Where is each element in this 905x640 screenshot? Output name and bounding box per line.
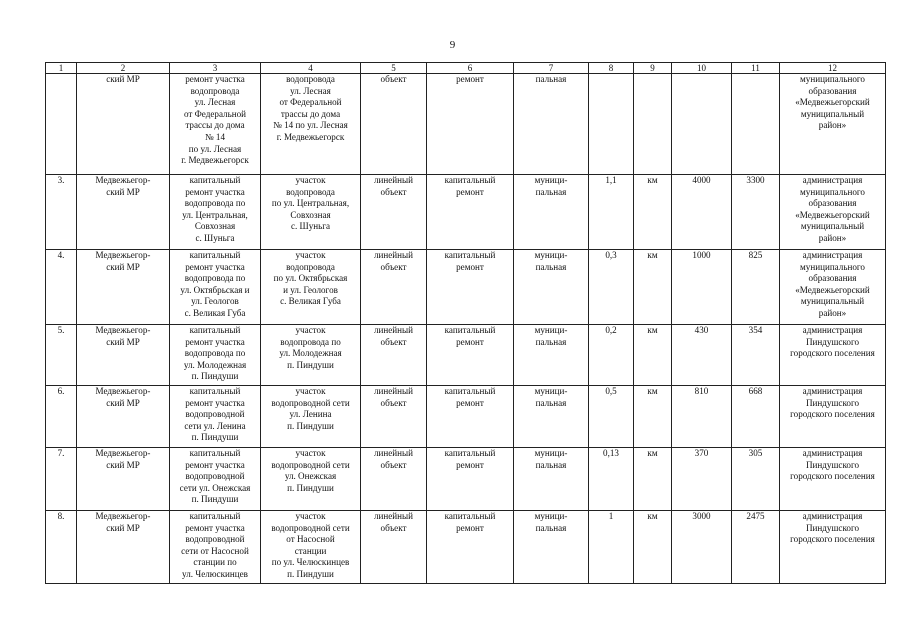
unit-cell: км — [634, 175, 672, 250]
unit-cell: км — [634, 448, 672, 511]
district-cell: Медвежьегор- ский МР — [77, 325, 170, 386]
table-row — [46, 74, 886, 175]
ownership-cell: муници- пальная — [514, 325, 589, 386]
funding-cell: 354 — [732, 325, 780, 386]
work-description-cell: капитальный ремонт участка водопроводной сети ул. Ленина п. Пиндуши — [170, 386, 261, 448]
cost-cell: 810 — [672, 386, 732, 448]
work-type-cell: капитальный ремонт — [427, 448, 514, 511]
district-cell: Медвежьегор- ский МР — [77, 511, 170, 584]
work-description-cell: ремонт участка водопровода ул. Лесная от Федеральной трассы до дома № 14 по ул. Лесная г. Медвежьегорск — [170, 74, 261, 175]
work-type-cell: капитальный ремонт — [427, 386, 514, 448]
funding-cell: 825 — [732, 250, 780, 325]
unit-cell: км — [634, 511, 672, 584]
object-type-cell: линейный объект — [361, 250, 427, 325]
cost-cell: 1000 — [672, 250, 732, 325]
object-cell: участок водопроводной сети от Насосной станции по ул. Челюскинцев п. Пиндуши — [261, 511, 361, 584]
object-cell: участок водопроводной сети ул. Онежская п. Пиндуши — [261, 448, 361, 511]
row-number-cell — [46, 74, 77, 175]
table-row — [46, 511, 886, 584]
responsible-cell: администрация Пиндушского городского поселения — [780, 448, 886, 511]
district-cell: Медвежьегор- ский МР — [77, 448, 170, 511]
ownership-cell: муници- пальная — [514, 386, 589, 448]
funding-cell: 3300 — [732, 175, 780, 250]
district-cell: Медвежьегор- ский МР — [77, 175, 170, 250]
work-description-cell: капитальный ремонт участка водопровода по ул. Октябрьская и ул. Геологов с. Великая Губа — [170, 250, 261, 325]
table-header-row — [46, 63, 886, 74]
length-cell: 1 — [589, 511, 634, 584]
object-cell: участок водопровода по ул. Молодежная п. Пиндуши — [261, 325, 361, 386]
object-type-cell: линейный объект — [361, 386, 427, 448]
length-cell: 0,13 — [589, 448, 634, 511]
work-description-cell: капитальный ремонт участка водопроводной сети от Насосной станции по ул. Челюскинцев — [170, 511, 261, 584]
header-cell: 2 — [77, 63, 170, 74]
work-type-cell: капитальный ремонт — [427, 511, 514, 584]
work-type-cell: ремонт — [427, 74, 514, 175]
row-number-cell: 7. — [46, 448, 77, 511]
object-type-cell: линейный объект — [361, 448, 427, 511]
work-type-cell: капитальный ремонт — [427, 250, 514, 325]
cost-cell: 3000 — [672, 511, 732, 584]
unit-cell — [634, 74, 672, 175]
ownership-cell: муници- пальная — [514, 448, 589, 511]
work-description-cell: капитальный ремонт участка водопроводной сети ул. Онежская п. Пиндуши — [170, 448, 261, 511]
object-cell: участок водопроводной сети ул. Ленина п. Пиндуши — [261, 386, 361, 448]
length-cell: 0,3 — [589, 250, 634, 325]
cost-cell: 370 — [672, 448, 732, 511]
work-description-cell: капитальный ремонт участка водопровода по ул. Центральная, Совхозная с. Шуньга — [170, 175, 261, 250]
row-number-cell: 6. — [46, 386, 77, 448]
ownership-cell: муници- пальная — [514, 511, 589, 584]
district-cell: Медвежьегор- ский МР — [77, 386, 170, 448]
data-table — [45, 62, 886, 584]
ownership-cell: муници- пальная — [514, 250, 589, 325]
ownership-cell: пальная — [514, 74, 589, 175]
header-cell: 10 — [672, 63, 732, 74]
object-cell: участок водопровода по ул. Октябрьская и ул. Геологов с. Великая Губа — [261, 250, 361, 325]
length-cell: 0,5 — [589, 386, 634, 448]
table-row — [46, 325, 886, 386]
object-type-cell: линейный объект — [361, 175, 427, 250]
ownership-cell: муници- пальная — [514, 175, 589, 250]
row-number-cell: 4. — [46, 250, 77, 325]
header-cell: 11 — [732, 63, 780, 74]
responsible-cell: администрация муниципального образования «Медвежьегорский муниципальный район» — [780, 250, 886, 325]
row-number-cell: 3. — [46, 175, 77, 250]
funding-cell: 668 — [732, 386, 780, 448]
cost-cell — [672, 74, 732, 175]
row-number-cell: 8. — [46, 511, 77, 584]
header-cell: 6 — [427, 63, 514, 74]
responsible-cell: муниципального образования «Медвежьегорский муниципальный район» — [780, 74, 886, 175]
header-cell: 8 — [589, 63, 634, 74]
row-number-cell: 5. — [46, 325, 77, 386]
funding-cell — [732, 74, 780, 175]
unit-cell: км — [634, 325, 672, 386]
length-cell: 0,2 — [589, 325, 634, 386]
length-cell — [589, 74, 634, 175]
length-cell: 1,1 — [589, 175, 634, 250]
unit-cell: км — [634, 386, 672, 448]
funding-cell: 2475 — [732, 511, 780, 584]
cost-cell: 430 — [672, 325, 732, 386]
header-cell: 7 — [514, 63, 589, 74]
unit-cell: км — [634, 250, 672, 325]
table-row — [46, 386, 886, 448]
table-row — [46, 448, 886, 511]
work-description-cell: капитальный ремонт участка водопровода по ул. Молодежная п. Пиндуши — [170, 325, 261, 386]
header-cell: 1 — [46, 63, 77, 74]
cost-cell: 4000 — [672, 175, 732, 250]
responsible-cell: администрация Пиндушского городского поселения — [780, 511, 886, 584]
district-cell: ский МР — [77, 74, 170, 175]
table-row — [46, 175, 886, 250]
header-cell: 5 — [361, 63, 427, 74]
work-type-cell: капитальный ремонт — [427, 325, 514, 386]
object-type-cell: объект — [361, 74, 427, 175]
table-row — [46, 250, 886, 325]
responsible-cell: администрация Пиндушского городского поселения — [780, 325, 886, 386]
object-cell: участок водопровода по ул. Центральная, Совхозная с. Шуньга — [261, 175, 361, 250]
object-type-cell: линейный объект — [361, 325, 427, 386]
object-cell: водопровода ул. Лесная от Федеральной трассы до дома № 14 по ул. Лесная г. Медвежьегорск — [261, 74, 361, 175]
header-cell: 3 — [170, 63, 261, 74]
work-type-cell: капитальный ремонт — [427, 175, 514, 250]
responsible-cell: администрация муниципального образования «Медвежьегорский муниципальный район» — [780, 175, 886, 250]
page-number: 9 — [449, 39, 456, 51]
header-cell: 12 — [780, 63, 886, 74]
header-cell: 9 — [634, 63, 672, 74]
funding-cell: 305 — [732, 448, 780, 511]
object-type-cell: линейный объект — [361, 511, 427, 584]
header-cell: 4 — [261, 63, 361, 74]
district-cell: Медвежьегор- ский МР — [77, 250, 170, 325]
responsible-cell: администрация Пиндушского городского поселения — [780, 386, 886, 448]
